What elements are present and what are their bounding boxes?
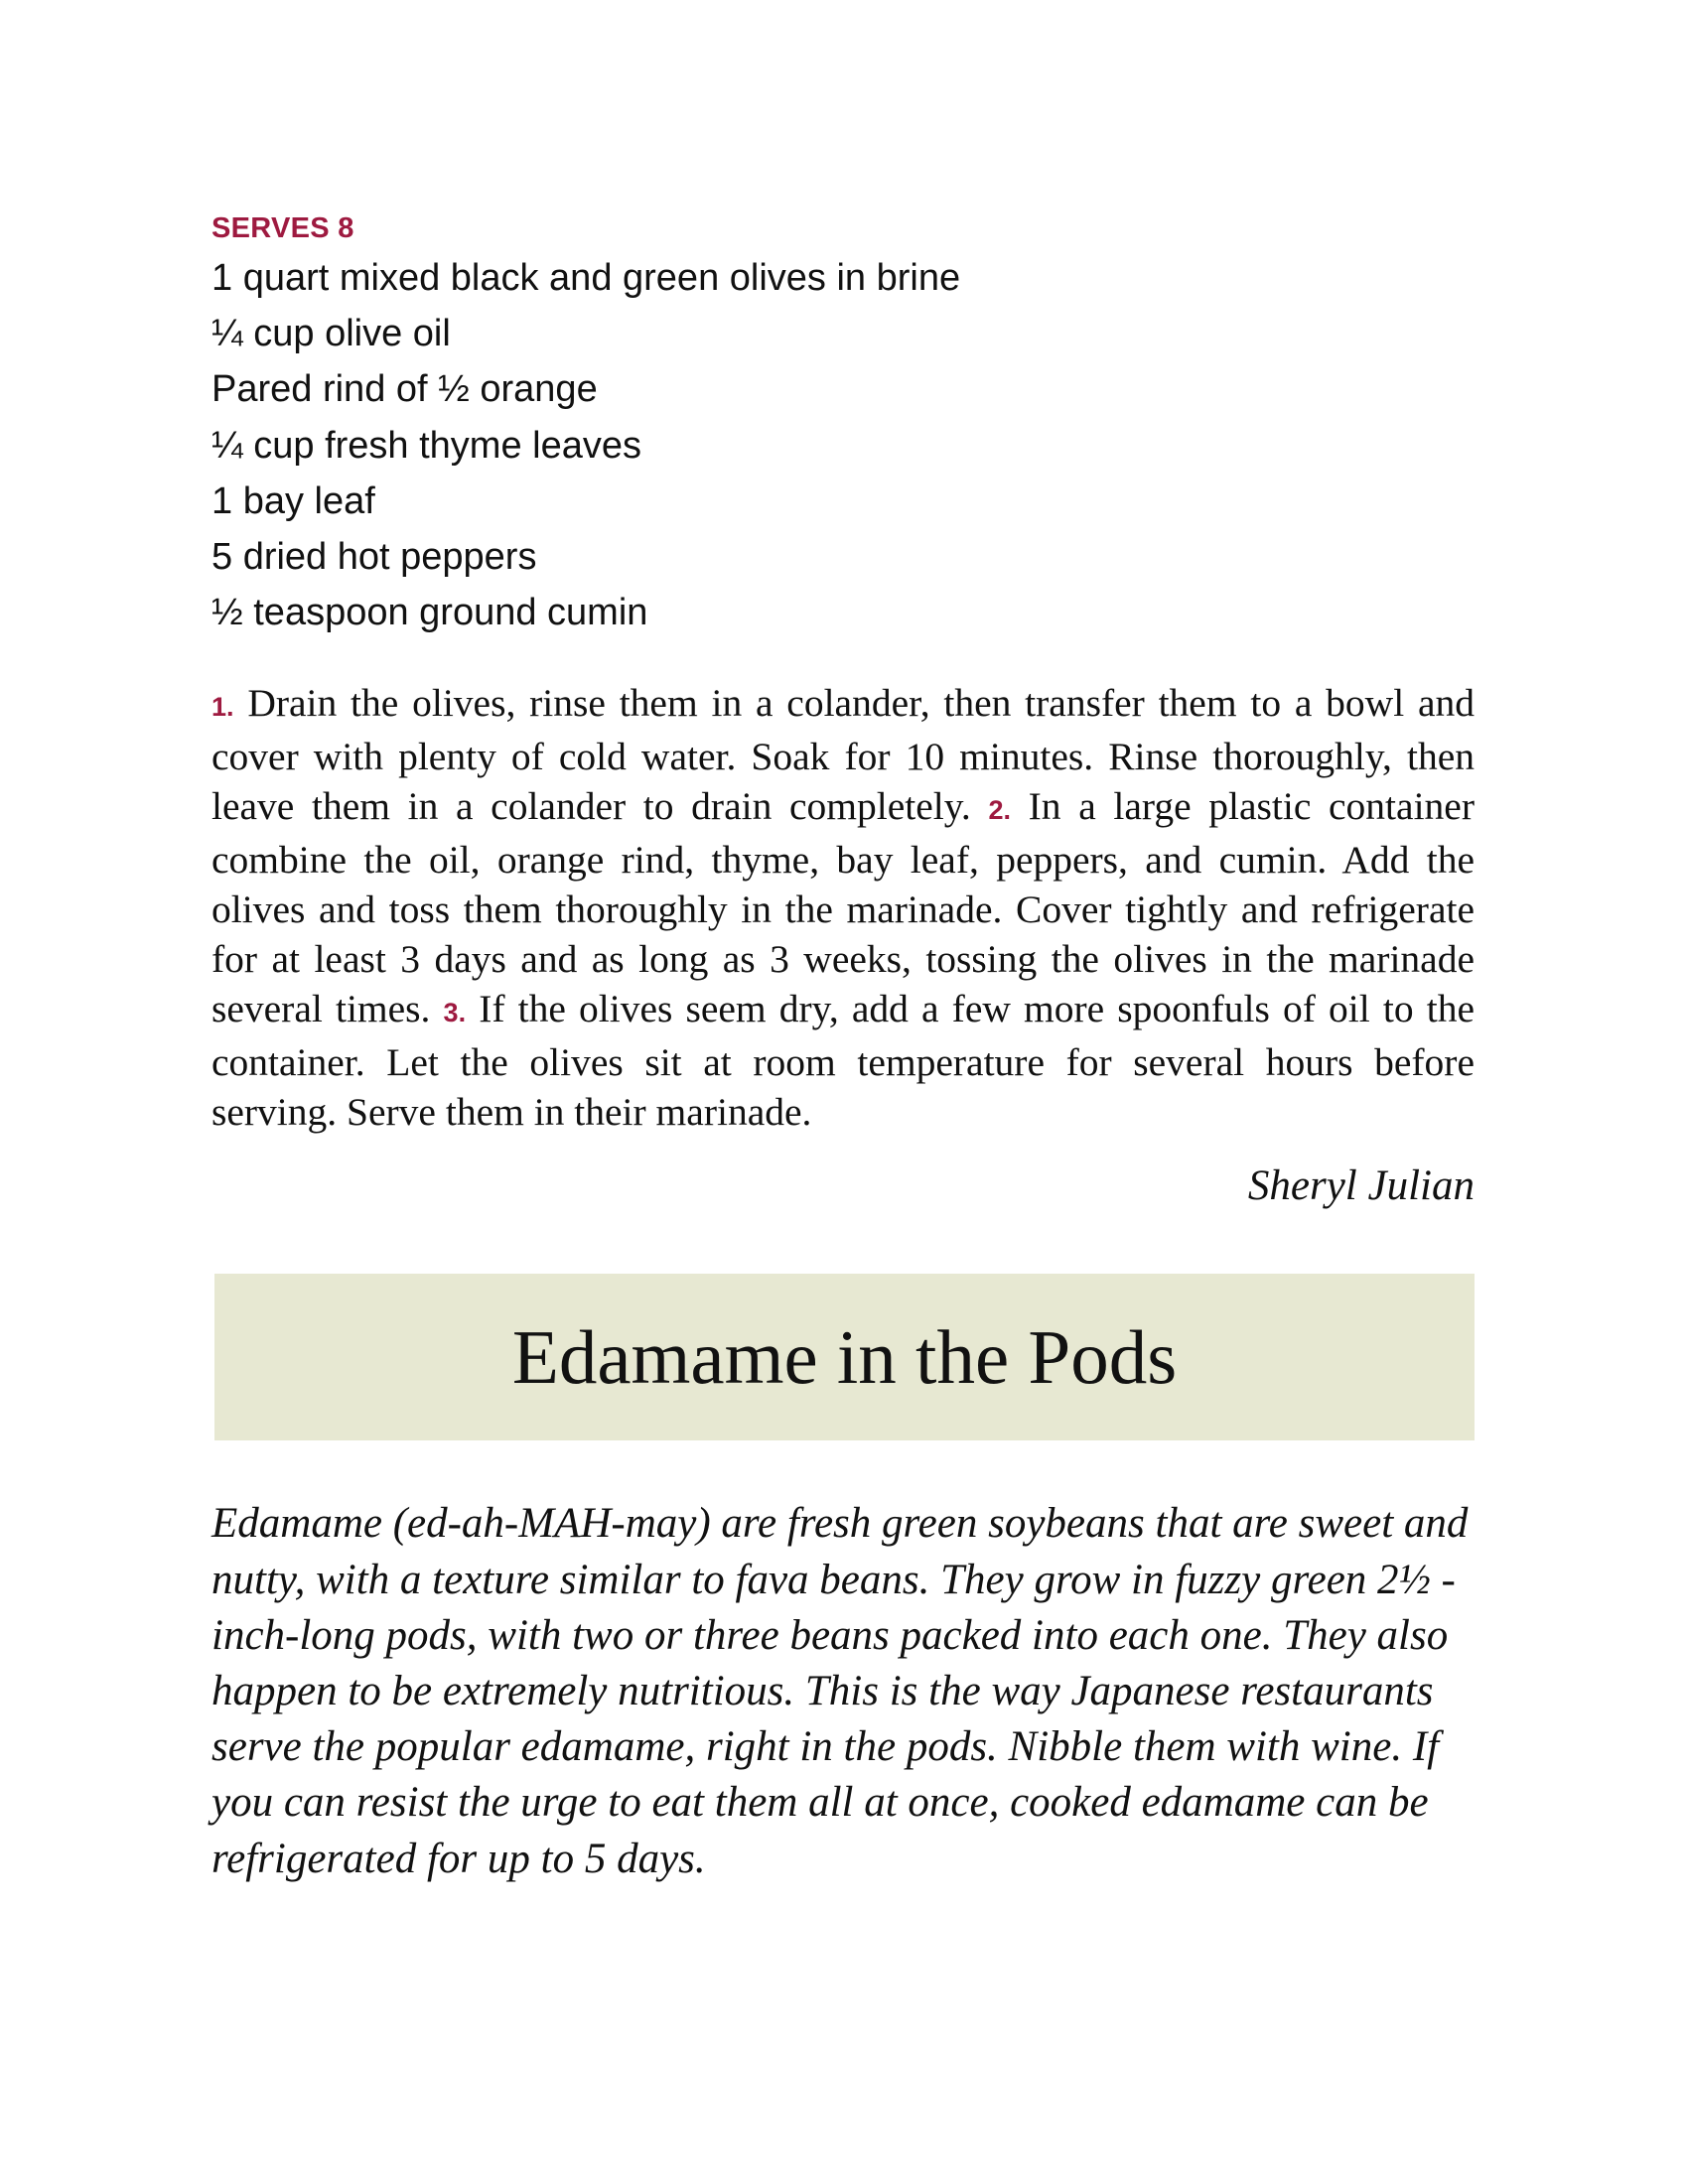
recipe-page [211,208,1475,1887]
step-text: In a large plastic container combine the oil, orange rind, thyme, bay leaf, peppers, and cumin. Add the olives and toss them thoroughly in the marinade. Cover tightly and refrigerate for at least 3 days and as long as 3 weeks, tossing the olives in the marinade several times. [211,784,1475,1031]
step-number: 2. [988,795,1011,826]
ingredient-item: 1 bay leaf [211,479,375,522]
ingredient-item: ¼ cup olive oil [211,313,451,355]
ingredient-item: ½ teaspoon ground cumin [211,592,648,634]
author-credit: Sheryl Julian [1247,1162,1475,1210]
recipe-title: Edamame in the Pods [511,1313,1178,1400]
method-paragraph [211,678,1475,1137]
step-number: 1. [211,692,234,723]
ingredient-item: 1 quart mixed black and green olives in brine [211,257,961,299]
ingredient-list [211,250,1475,640]
ingredient-item: Pared rind of ½ orange [211,368,598,411]
ingredient-item: ¼ cup fresh thyme leaves [211,424,641,467]
serves-label: SERVES 8 [211,212,354,244]
step-number: 3. [443,998,467,1028]
ingredient-item: 5 dried hot peppers [211,536,537,579]
step-text: Drain the olives, rinse them in a colander, then transfer them to a bowl and cover with plenty of cold water. Soak for 10 minutes. Rinse thoroughly, then leave them in a colander to drain completely. [211,681,1476,829]
recipe-title-band [214,1274,1475,1440]
recipe-intro: Edamame (ed-ah-MAH-may) are fresh green soybeans that are sweet and nutty, with a texture similar to fava beans. They grow in fuzzy green 2½ -inch-long pods, with two or three beans packed into each one. They also happen to be extremely nutritious. This is the way Japanese restaurants serve the popular edamame, right in the pods. Nibble them with wine. If you can resist the urge to eat them all at once, cooked edamame can be refrigerated for up to 5 days. [211,1500,1469,1882]
step-text: If the olives seem dry, add a few more spoonfuls of oil to the container. Let the olives sit at room temperature for several hours before serving. Serve them in their marinade. [211,987,1475,1135]
